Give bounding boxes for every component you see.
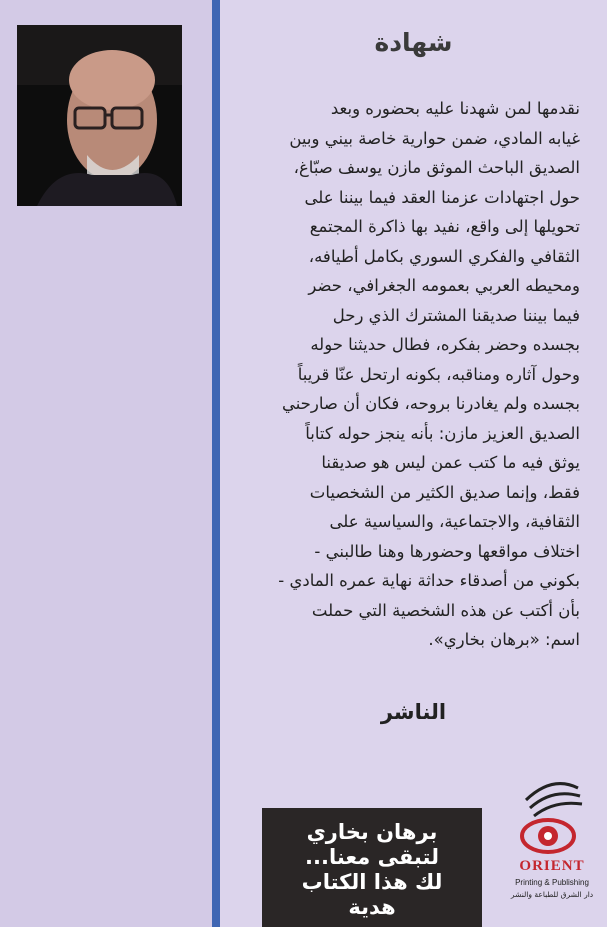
text-line: بجسده ولم يغادرنا بروحه، فكان أن صارحني	[281, 394, 580, 413]
promo-line: لتبقى معنا...	[305, 845, 439, 869]
promo-line: هدية	[348, 895, 396, 919]
promo-box	[262, 808, 482, 927]
text-line: الثقافي والفكري السوري بكامل أطيافه،	[308, 246, 580, 266]
text-line: وحول آثاره ومناقبه، بكونه ارتحل عنّا قريباً	[297, 364, 580, 384]
author-portrait	[17, 25, 182, 206]
author-portrait-image	[17, 25, 182, 206]
text-line: الصديق الباحث الموثق مازن يوسف صبّاغ،	[293, 158, 580, 177]
text-line: اختلاف مواقعها وحضورها وهنا طالبني -	[314, 541, 580, 561]
blue-spine-stripe	[212, 0, 220, 927]
testimonial-text	[230, 94, 580, 655]
text-line: الصديق العزيز مازن: بأنه ينجز حوله كتاباً	[305, 423, 580, 443]
text-line: نقدمها لمن شهدنا عليه بحضوره وبعد	[330, 99, 580, 118]
publisher-tagline: Printing & Publishing	[515, 878, 589, 887]
text-line: يوثق فيه ما كتب عمن ليس هو صديقنا	[321, 453, 580, 472]
text-line: فيما بيننا صديقنا المشترك الذي رحل	[332, 305, 580, 325]
promo-line: لك هذا الكتاب	[301, 870, 443, 894]
text-line: غيابه المادي، ضمن حوارية خاصة بيني وبين	[289, 128, 580, 148]
text-line: تحويلها إلى واقع، نفيد بها ذاكرة المجتمع	[309, 217, 580, 236]
publisher-arabic-name: دار الشرق للطباعة والنشر	[510, 890, 594, 899]
publisher-logo	[506, 770, 598, 910]
text-line: الثقافية، والاجتماعية، والسياسية على	[329, 512, 580, 531]
eye-logo-icon	[506, 770, 598, 860]
text-line: حول اجتهادات عزمنا العقد فيما بيننا على	[304, 187, 580, 207]
page-title: شهادة	[374, 28, 453, 57]
text-line: ومحيطه العربي بعمومه الجغرافي، حضر	[308, 276, 580, 295]
promo-line: برهان بخاري	[306, 820, 438, 844]
text-line: بكوني من أصدقاء حداثة نهاية عمره المادي -	[278, 571, 580, 590]
text-line: بجسده وحضر بفكره، فطال حديثنا حوله	[310, 335, 580, 354]
text-line: اسم: «برهان بخاري».	[428, 630, 580, 649]
publisher-signature: الناشر	[380, 700, 447, 724]
text-line: فقط، وإنما صديق الكثير من الشخصيات	[309, 482, 580, 502]
text-line: بأن أكتب عن هذه الشخصية التي حملت	[311, 600, 580, 620]
publisher-name: ORIENT	[519, 858, 585, 874]
